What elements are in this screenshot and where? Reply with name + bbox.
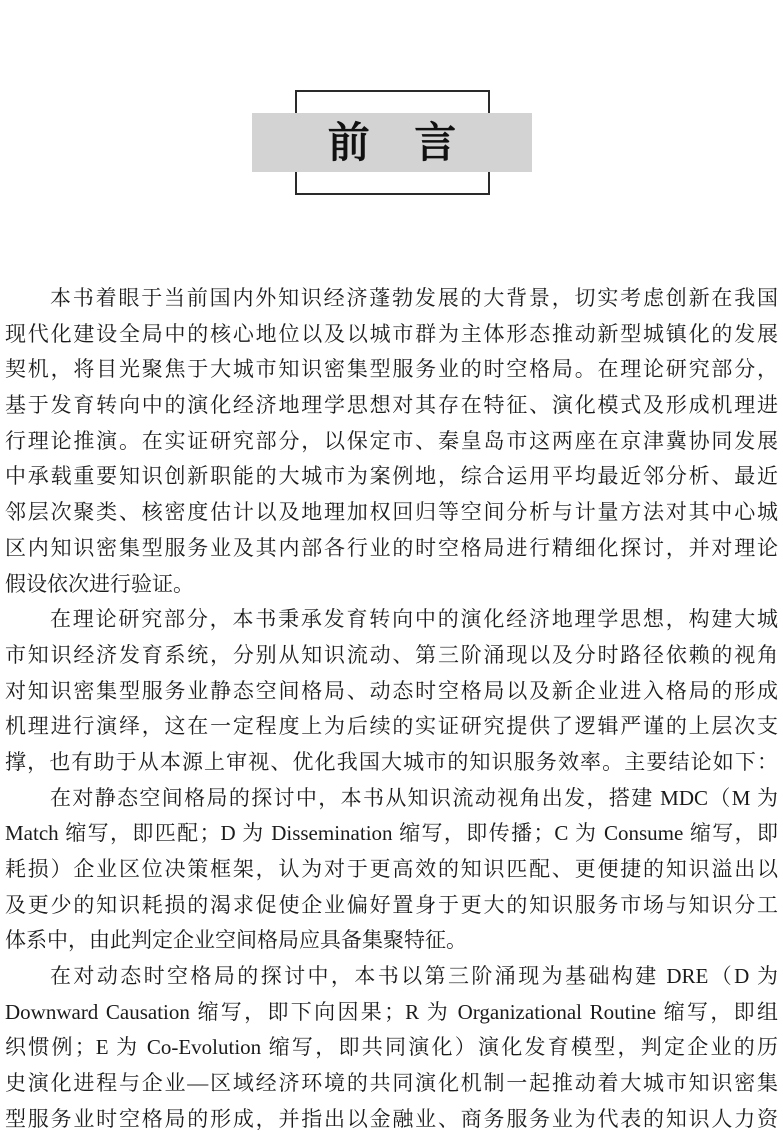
text-line: 邻层次聚类、核密度估计以及地理加权回归等空间分析与计量方法对其中心城 — [5, 500, 778, 525]
text-line: 型服务业时空格局的形成，并指出以金融业、商务服务业为代表的知识人力资 — [5, 1106, 778, 1130]
text-line: 在对动态时空格局的探讨中，本书以第三阶涌现为基础构建 DRE（D 为 — [50, 964, 778, 989]
text-line: 对知识密集型服务业静态空间格局、动态时空格局以及新企业进入格局的形成 — [5, 678, 778, 703]
text-line: 基于发育转向中的演化经济地理学思想对其存在特征、演化模式及形成机理进 — [5, 393, 778, 418]
text-line: 行理论推演。在实证研究部分，以保定市、秦皇岛市这两座在京津冀协同发展 — [5, 428, 778, 453]
text-line: 市知识经济发育系统，分别从知识流动、第三阶涌现以及分时路径依赖的视角 — [5, 642, 778, 667]
text-line: 区内知识密集型服务业及其内部各行业的时空格局进行精细化探讨，并对理论 — [5, 535, 778, 560]
text-line: 撑，也有助于从本源上审视、优化我国大城市的知识服务效率。主要结论如下： — [5, 749, 778, 774]
text-line: 及更少的知识耗损的渴求促使企业偏好置身于更大的知识服务市场与知识分工 — [5, 892, 778, 917]
paragraph — [5, 281, 778, 602]
paragraph — [5, 959, 778, 1130]
text-line: 机理进行演绎，这在一定程度上为后续的实证研究提供了逻辑严谨的上层次支 — [5, 714, 778, 739]
text-line: Downward Causation 缩写，即下向因果；R 为 Organizational Routine 缩写，即组 — [5, 999, 778, 1024]
text-line: 史演化进程与企业—区域经济环境的共同演化机制一起推动着大城市知识密集 — [5, 1071, 778, 1096]
text-line: 耗损）企业区位决策框架，认为对于更高效的知识匹配、更便捷的知识溢出以 — [5, 857, 778, 881]
text-line: 假设依次进行验证。 — [5, 571, 194, 596]
text-line: 体系中，由此判定企业空间格局应具备集聚特征。 — [5, 928, 467, 953]
paragraph — [5, 602, 778, 780]
text-line: 织惯例；E 为 Co-Evolution 缩写，即共同演化）演化发育模型，判定企业的历 — [5, 1035, 778, 1060]
text-line: 在对静态空间格局的探讨中，本书从知识流动视角出发，搭建 MDC（M 为 — [50, 785, 778, 810]
text-line: 现代化建设全局中的核心地位以及以城市群为主体形态推动新型城镇化的发展 — [5, 321, 778, 346]
text-line: 中承载重要知识创新职能的大城市为案例地，综合运用平均最近邻分析、最近 — [5, 464, 778, 489]
paragraph — [5, 781, 778, 959]
text-line: 本书着眼于当前国内外知识经济蓬勃发展的大背景，切实考虑创新在我国 — [50, 286, 778, 310]
title-band — [252, 113, 532, 172]
text-line: 契机，将目光聚焦于大城市知识密集型服务业的时空格局。在理论研究部分， — [5, 357, 778, 382]
preface-body — [5, 281, 778, 1130]
preface-title: 前 言 — [327, 118, 457, 167]
text-line: Match 缩写，即匹配；D 为 Dissemination 缩写，即传播；C 为 Consume 缩写，即 — [5, 821, 778, 846]
text-line: 在理论研究部分，本书秉承发育转向中的演化经济地理学思想，构建大城 — [50, 607, 778, 632]
